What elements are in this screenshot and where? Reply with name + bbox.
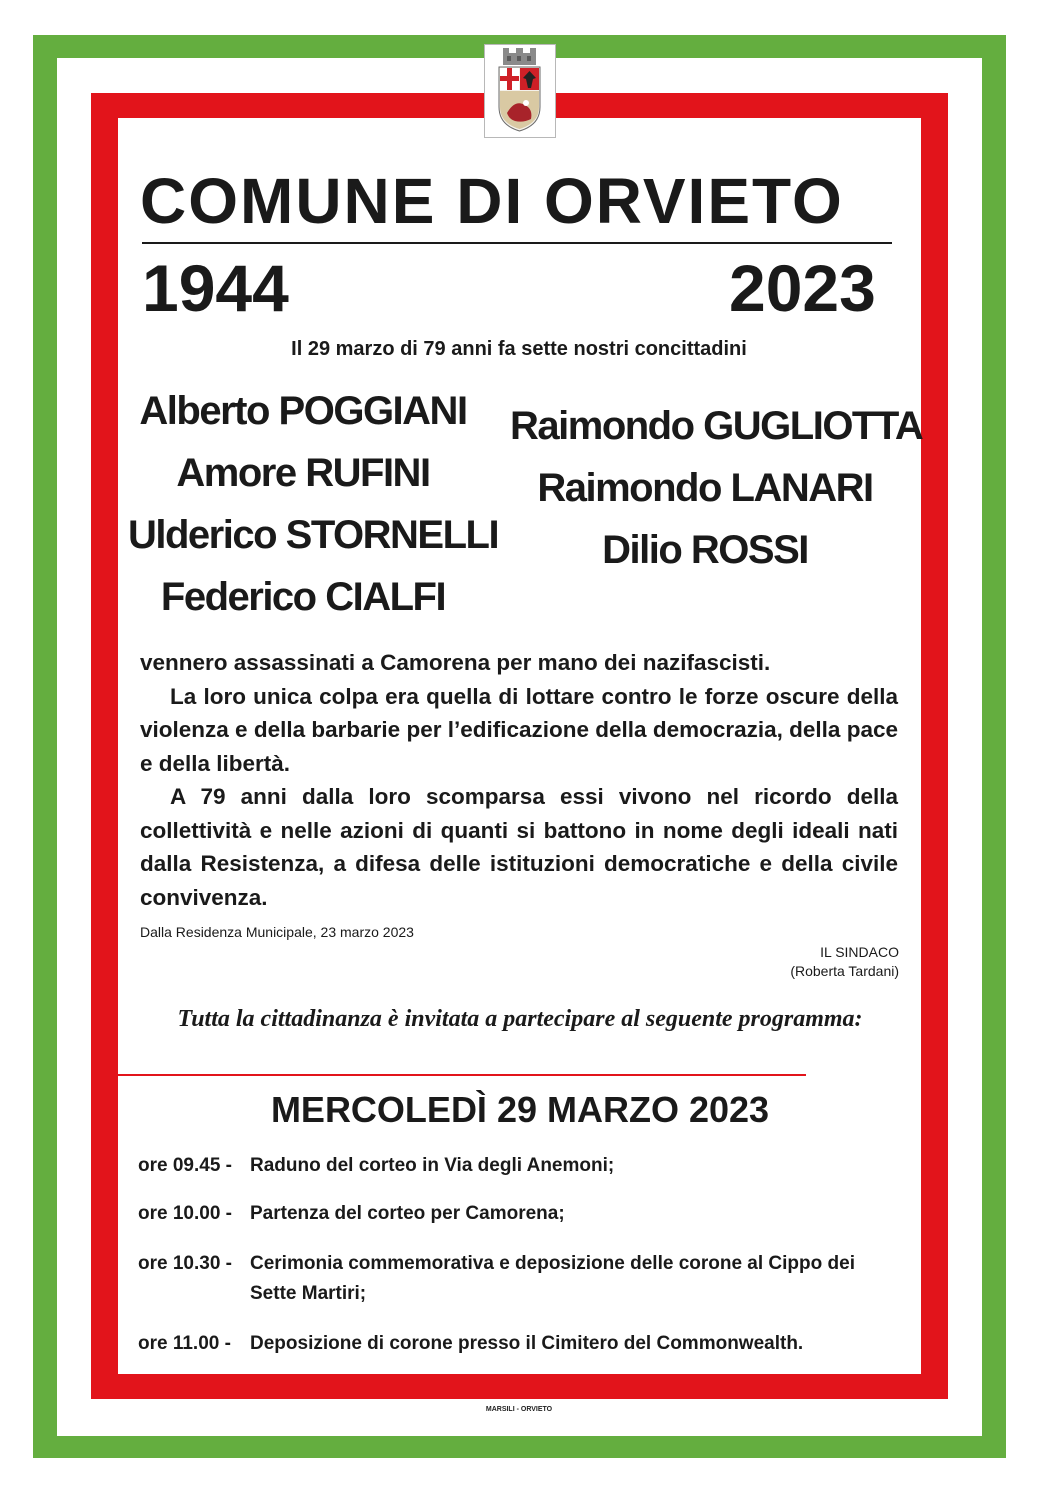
body-paragraph: La loro unica colpa era quella di lottare contro le forze oscure della violenza e della barbarie per l’edificazione della democrazia, della pace e della libertà. bbox=[140, 683, 898, 776]
program-item bbox=[138, 1152, 900, 1180]
signature-role: IL SINDACO bbox=[820, 944, 899, 960]
year-start: 1944 bbox=[142, 251, 289, 325]
city-crest-logo bbox=[484, 44, 556, 138]
martyr-name: Federico CIALFI bbox=[160, 575, 446, 619]
program-item bbox=[138, 1249, 900, 1309]
program-description: Cerimonia commemorativa e deposizione delle corone al Cippo dei Sette Martiri; bbox=[250, 1253, 855, 1304]
program-time: ore 10.30 - bbox=[138, 1253, 232, 1274]
program-time: ore 10.00 - bbox=[138, 1203, 232, 1224]
signature-name: (Roberta Tardani) bbox=[790, 963, 899, 979]
program-time: ore 09.45 - bbox=[138, 1155, 232, 1176]
martyr-name: Amore RUFINI bbox=[176, 451, 430, 495]
printer-credit: MARSILI - ORVIETO bbox=[485, 1406, 553, 1413]
body-paragraph: A 79 anni dalla loro scomparsa essi vivono nel ricordo della collettività e nelle azioni di quanti si battono in nome degli ideali nati dalla Resistenza, a difesa delle istituzioni democratiche e della civile convivenza. bbox=[140, 784, 898, 910]
crest-icon bbox=[485, 45, 554, 136]
invitation-line: Tutta la cittadinanza è invitata a partecipare al seguente programma: bbox=[177, 1006, 863, 1032]
mayor-signature bbox=[700, 943, 899, 981]
martyr-name: Raimondo GUGLIOTTA bbox=[510, 404, 923, 448]
program-time: ore 11.00 - bbox=[138, 1333, 231, 1354]
body-paragraph: vennero assassinati a Camorena per mano dei nazifascisti. bbox=[140, 650, 771, 675]
intro-line: Il 29 marzo di 79 anni fa sette nostri concittadini bbox=[291, 338, 747, 360]
red-divider bbox=[118, 1074, 806, 1076]
page-title: COMUNE DI ORVIETO bbox=[140, 165, 844, 237]
names-column-right bbox=[510, 395, 923, 581]
martyr-name: Alberto POGGIANI bbox=[139, 389, 467, 433]
martyr-name: Ulderico STORNELLI bbox=[128, 513, 499, 557]
commemoration-text bbox=[140, 646, 898, 914]
program-item bbox=[138, 1200, 900, 1228]
program-description: Deposizione di corone presso il Cimitero del Commonwealth. bbox=[250, 1333, 804, 1354]
program-description: Partenza del corteo per Camorena; bbox=[250, 1203, 565, 1224]
issue-date-line: Dalla Residenza Municipale, 23 marzo 2023 bbox=[140, 924, 414, 940]
martyr-name: Dilio ROSSI bbox=[602, 528, 808, 572]
program-list bbox=[138, 1152, 900, 1358]
event-date-heading: MERCOLEDÌ 29 MARZO 2023 bbox=[270, 1089, 770, 1130]
names-column-left bbox=[128, 380, 499, 628]
program-description: Raduno del corteo in Via degli Anemoni; bbox=[250, 1155, 615, 1176]
year-end: 2023 bbox=[729, 251, 876, 325]
martyr-name: Raimondo LANARI bbox=[537, 466, 873, 510]
title-divider bbox=[142, 242, 892, 244]
program-item bbox=[138, 1330, 900, 1358]
